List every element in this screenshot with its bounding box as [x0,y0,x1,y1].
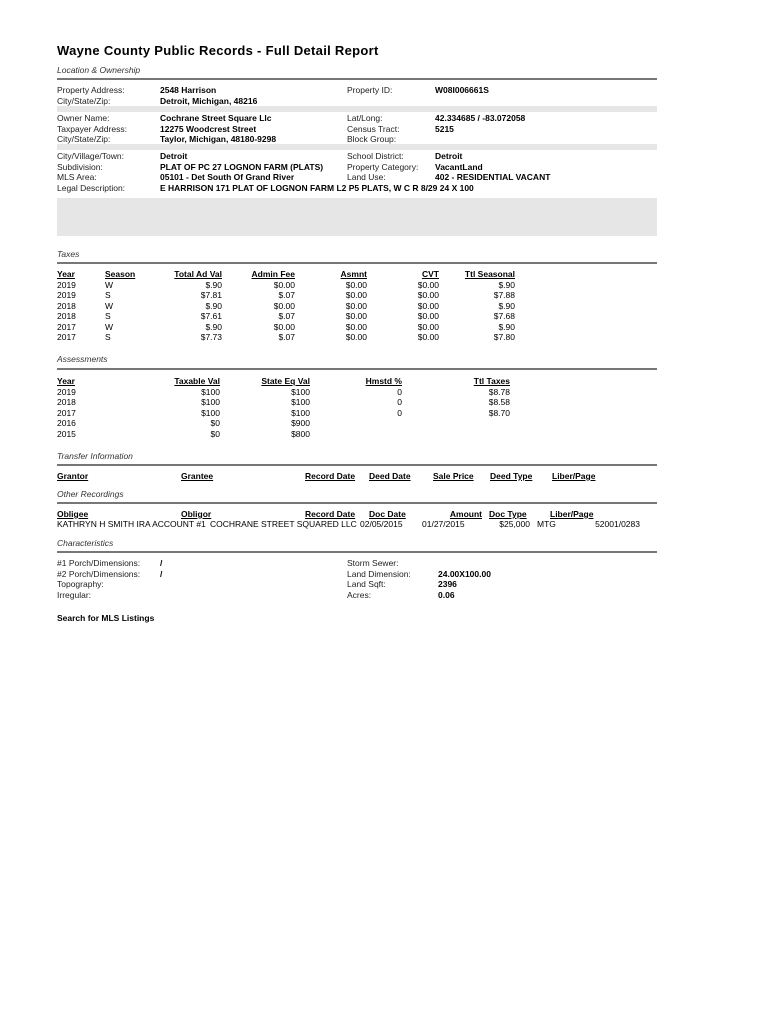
taxes-cell: $.90 [498,279,515,290]
taxes-cell: $7.88 [493,290,515,300]
other-header-obligor: Obligor [181,509,212,519]
assess-cell [455,429,510,440]
assess-header-state-eq-val: State Eq Val [261,376,310,386]
taxes-cell: $.90 [205,279,222,290]
transfer-header-deed-date: Deed Date [369,471,411,481]
assess-header-hmstd: Hmstd % [365,376,402,386]
label-acres: Acres: [347,589,372,600]
label-city-state-zip: City/State/Zip: [57,95,111,106]
taxes-cell: W [105,300,114,311]
taxes-col-cvt [395,269,439,343]
value-subdivision: PLAT OF PC 27 LOGNON FARM (PLATS) [160,161,324,172]
taxes-col-ttl-seasonal [440,269,515,343]
label-porch-2: #2 Porch/Dimensions: [57,568,141,579]
assess-cell: $100 [201,397,220,407]
label-mls-area: MLS Area: [57,172,97,182]
assess-col-year [57,376,97,439]
label-legal-description: Legal Description: [57,182,126,193]
taxes-cell: S [105,290,111,300]
taxes-cell: $0.00 [273,279,295,290]
value-storm-sewer [438,558,491,569]
section-characteristics: Characteristics [57,538,114,548]
legal-description-band [57,198,657,236]
taxes-col-season [105,269,145,343]
label-property-id: Property ID: [347,85,393,95]
transfer-header-deed-type: Deed Type [490,471,533,481]
taxes-cell: $0.00 [345,311,367,321]
section-divider [57,78,657,80]
char-labels-left [57,558,140,600]
assess-cell: $0 [210,418,220,428]
assess-cell: $8.70 [488,407,510,418]
assess-cell: 0 [397,407,402,418]
assess-cell: $100 [291,397,310,407]
assess-cell: 0 [397,386,402,397]
assess-header-ttl-taxes: Ttl Taxes [473,376,510,386]
taxes-cell: $0.00 [417,321,439,332]
taxes-cell: $0.00 [417,300,439,311]
taxes-header-season: Season [105,269,136,279]
label-land-use: Land Use: [347,172,386,182]
char-values-left [160,558,162,600]
assess-cell [455,418,510,429]
section-divider [57,502,657,504]
separator-band [57,106,657,112]
label-lat-long: Lat/Long: [347,113,383,123]
label-land-sqft: Land Sqft: [347,579,386,589]
label-property-address: Property Address: [57,85,125,95]
label-storm-sewer: Storm Sewer: [347,558,399,568]
assess-cell [350,418,402,429]
assess-cell: $100 [291,386,310,397]
assess-cell: 2017 [57,407,76,418]
char-values-right [438,558,491,600]
value-legal-description: E HARRISON 171 PLAT OF LOGNON FARM L2 P5 PLATS, W C R 8/29 24 X 100 [160,182,474,193]
assess-cell: 0 [397,397,402,407]
taxes-cell: $7.73 [200,332,222,342]
taxes-header-total-ad-val: Total Ad Val [174,269,222,279]
assess-col-taxable-val [160,376,220,439]
assess-cell: 2018 [57,397,76,407]
label-owner-city-state-zip: City/State/Zip: [57,134,111,144]
section-divider [57,551,657,553]
taxes-cell: $0.00 [345,321,367,332]
other-cell-record-date: 02/05/2015 [360,519,403,529]
label-land-dimension: Land Dimension: [347,568,411,579]
value-land-sqft: 2396 [438,579,457,589]
address-values [160,85,257,106]
taxes-cell: $0.00 [345,290,367,300]
other-cell-doc-date: 01/27/2015 [422,519,465,529]
transfer-header-grantor: Grantor [57,471,89,481]
search-mls-listings-link[interactable]: Search for MLS Listings [57,613,155,623]
assess-cell [350,429,402,440]
other-header-record-date: Record Date [305,509,356,519]
separator-band [57,144,657,150]
district-labels [347,151,418,183]
taxes-cell: 2018 [57,311,76,321]
taxes-cell: $7.61 [200,311,222,321]
taxes-cell: $0.00 [345,332,367,342]
taxes-col-asmnt [320,269,367,343]
label-taxpayer-address: Taxpayer Address: [57,123,127,134]
other-cell-liber-page: 52001/0283 [595,519,640,529]
taxes-cell: 2017 [57,321,76,332]
taxes-cell: $.90 [498,321,515,332]
value-irregular [160,590,162,601]
taxes-cell: S [105,311,111,321]
other-cell-obligee: KATHRYN H SMITH IRA ACCOUNT #1 [57,519,206,529]
label-owner-name: Owner Name: [57,113,110,123]
value-owner-city-state-zip: Taylor, Michigan, 48180-9298 [160,134,277,144]
taxes-col-year [57,269,87,343]
assess-col-state-eq-val [245,376,310,439]
taxes-header-admin-fee: Admin Fee [251,269,295,279]
other-header-doc-date: Doc Date [369,509,406,519]
other-header-amount: Amount [449,509,482,519]
area-values [160,151,474,193]
label-census-tract: Census Tract: [347,123,400,134]
assess-header-year: Year [57,376,75,386]
section-taxes: Taxes [57,249,80,259]
other-cell-obligor: COCHRANE STREET SQUARED LLC [210,519,357,529]
section-divider [57,262,657,264]
taxes-cell: S [105,332,111,342]
assess-cell: $100 [291,407,310,418]
taxes-cell: 2019 [57,290,76,300]
label-block-group: Block Group: [347,134,397,144]
assess-cell: $8.58 [488,397,510,407]
other-cell-amount: $25,000 [499,519,530,529]
taxes-cell: W [105,279,114,290]
taxes-cell: $0.00 [273,321,295,332]
address-labels [57,85,125,106]
value-property-address: 2548 Harrison [160,85,217,95]
value-land-dimension: 24.00X100.00 [438,568,491,579]
value-land-use: 402 - RESIDENTIAL VACANT [435,172,551,182]
other-cell-doc-type: MTG [537,519,556,529]
assess-col-hmstd [350,376,402,439]
assess-cell: $100 [201,386,220,397]
taxes-cell: 2018 [57,300,76,311]
taxes-cell: $0.00 [417,279,439,290]
label-subdivision: Subdivision: [57,161,103,172]
taxes-header-year: Year [57,269,75,279]
assess-cell: $8.78 [488,386,510,397]
transfer-header-sale-price: Sale Price [433,471,474,481]
transfer-header-grantee: Grantee [181,471,214,481]
other-header-obligee: Obligee [57,509,89,519]
section-other-recordings: Other Recordings [57,489,124,499]
transfer-header-record-date: Record Date [305,471,356,481]
taxes-cell: $0.00 [345,300,367,311]
value-lat-long: 42.334685 / -83.072058 [435,113,526,123]
geo-values [435,113,525,145]
taxes-cell: $0.00 [417,332,439,342]
taxes-cell: $7.81 [200,290,222,300]
value-block-group [435,134,525,145]
value-property-category: VacantLand [435,161,483,172]
section-divider [57,464,657,466]
label-topography: Topography: [57,579,104,589]
other-header-doc-type: Doc Type [489,509,527,519]
label-irregular: Irregular: [57,589,92,600]
transfer-header-liber-page: Liber/Page [552,471,596,481]
taxes-cell: W [105,321,114,332]
taxes-cell: $0.00 [345,279,367,290]
value-taxpayer-address: 12275 Woodcrest Street [160,123,257,134]
taxes-cell: $0.00 [417,311,439,321]
value-city-village-town: Detroit [160,151,188,161]
taxes-cell: 2019 [57,279,76,290]
owner-labels [57,113,127,145]
assess-cell: $100 [201,407,220,418]
taxes-cell: $7.80 [493,332,515,342]
page-title: Wayne County Public Records - Full Detail Report [57,43,379,58]
section-location-ownership: Location & Ownership [57,65,141,75]
taxes-cell: $0.00 [417,290,439,300]
value-city-state-zip: Detroit, Michigan, 48216 [160,95,258,106]
value-mls-area: 05101 - Det South Of Grand River [160,172,295,182]
value-census-tract: 5215 [435,123,454,134]
assess-cell: $900 [291,418,310,428]
taxes-cell: $.07 [278,290,295,300]
label-school-district: School District: [347,151,404,161]
value-owner-name: Cochrane Street Square Llc [160,113,272,123]
district-values [435,151,550,183]
label-city-village-town: City/Village/Town: [57,151,124,161]
value-porch-1: / [160,558,163,568]
geo-labels [347,113,399,145]
value-acres: 0.06 [438,589,455,600]
assess-cell: $0 [210,428,220,439]
assess-cell: 2016 [57,418,76,428]
taxes-cell: $0.00 [273,300,295,311]
taxes-header-asmnt: Asmnt [340,269,367,279]
value-property-id: W08I006661S [435,85,489,95]
taxes-col-total-ad-val [160,269,222,343]
assess-cell: $800 [291,428,310,439]
taxes-cell: $7.68 [493,311,515,321]
taxes-cell: $.07 [278,332,295,342]
other-header-liber-page: Liber/Page [550,509,594,519]
owner-values [160,113,276,145]
value-porch-2: / [160,568,163,579]
taxes-cell: $.07 [278,311,295,321]
value-topography [160,579,162,590]
label-property-category: Property Category: [347,161,419,172]
taxes-cell: 2017 [57,332,76,342]
char-labels-right [347,558,411,600]
taxes-cell: $.90 [205,300,222,311]
taxes-header-ttl-seasonal: Ttl Seasonal [464,269,515,279]
area-labels [57,151,125,193]
assess-cell: 2019 [57,386,76,397]
section-divider [57,368,657,370]
taxes-col-admin-fee [240,269,295,343]
value-school-district: Detroit [435,151,463,161]
section-assessments: Assessments [57,354,108,364]
assess-header-taxable-val: Taxable Val [174,376,220,386]
label-porch-1: #1 Porch/Dimensions: [57,558,141,568]
taxes-cell: $.90 [205,321,222,332]
assess-cell: 2015 [57,428,76,439]
taxes-header-cvt: CVT [422,269,439,279]
assess-col-ttl-taxes [455,376,510,439]
section-transfer-information: Transfer Information [57,451,133,461]
taxes-cell: $.90 [498,300,515,311]
